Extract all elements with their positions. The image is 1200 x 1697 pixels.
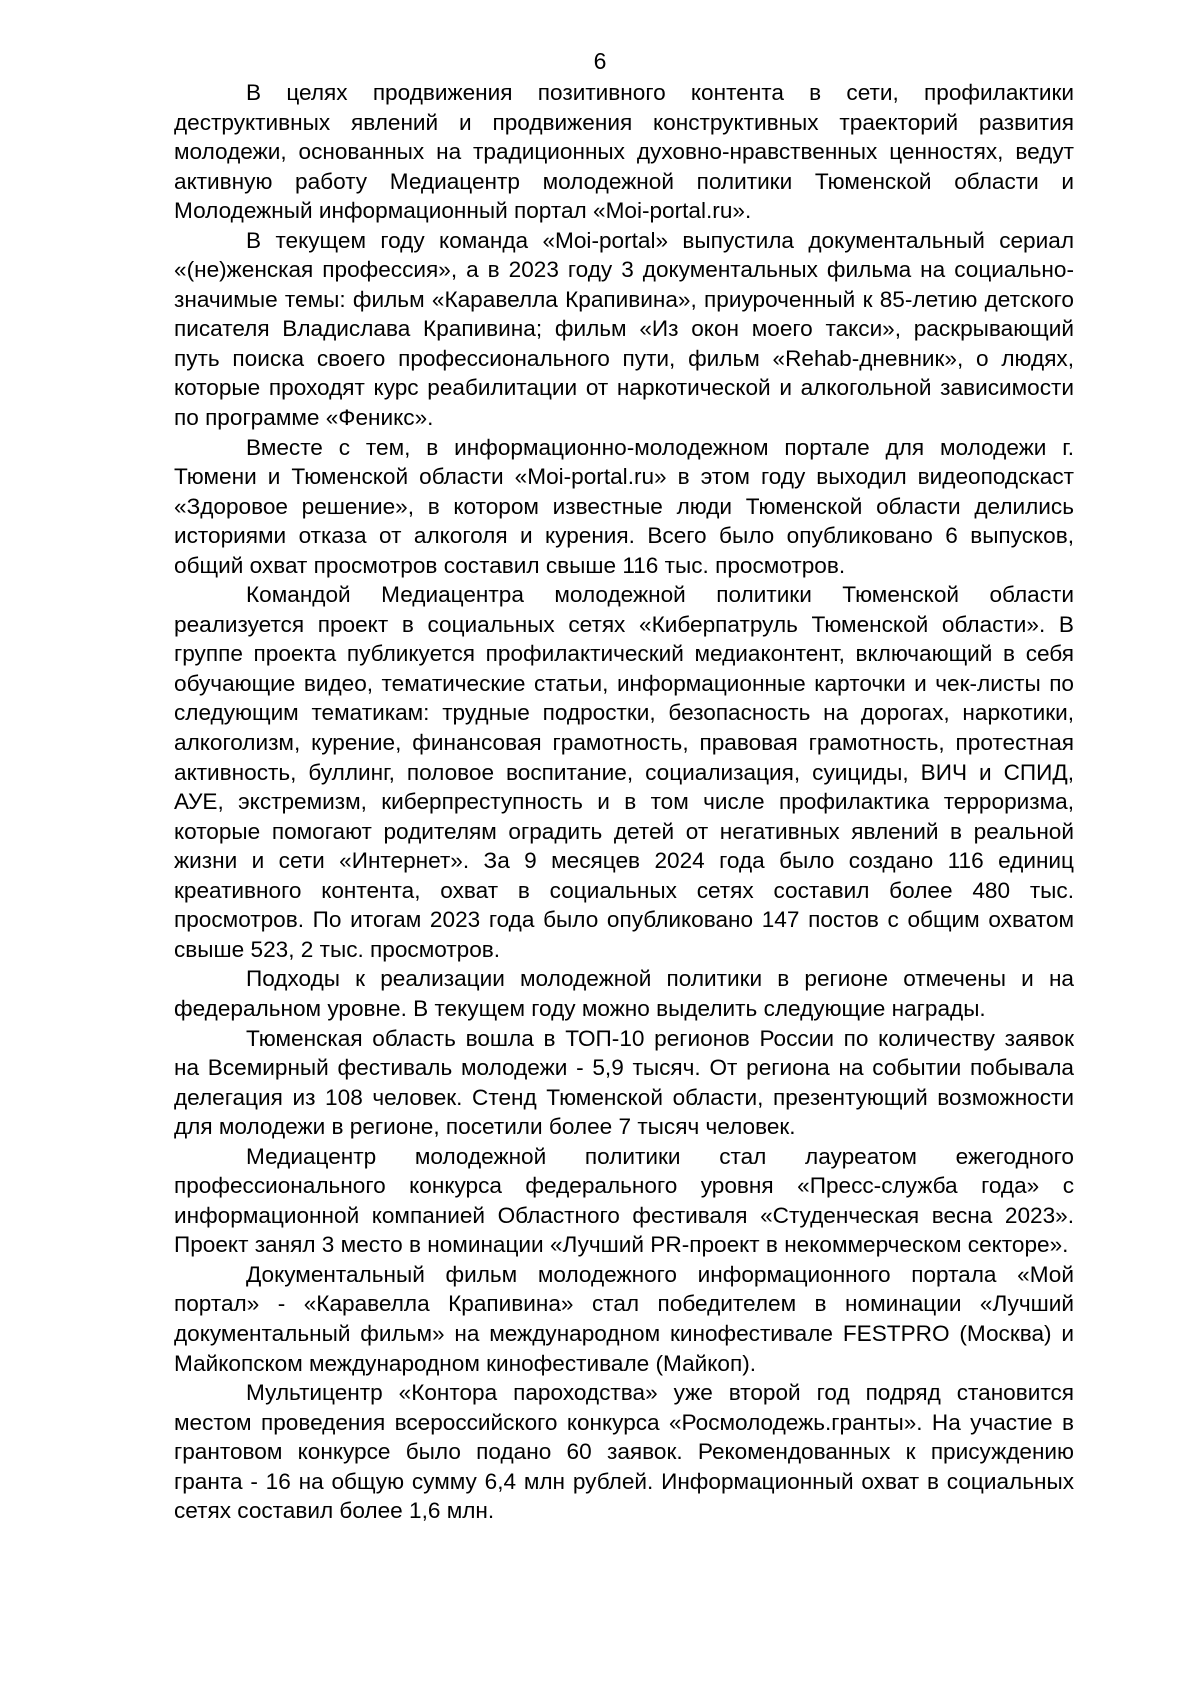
- paragraph-media-center: В целях продвижения позитивного контента в сети, профилактики деструктивных явлений и продвижения конструктивных траекторий развития молодежи, основанных на традиционных духовно-нравственных ценностях, ведут активную работу Медиацентр молодежной политики Тюменской области и Молодежный информационный портал «Moi-portal.ru».: [174, 80, 1074, 224]
- paragraph-world-youth-festival: Тюменская область вошла в ТОП-10 регионов России по количеству заявок на Всемирный фестиваль молодежи - 5,9 тысяч. От региона на событии побывала делегация из 108 человек. Стенд Тюменской области, презентующий возможности для молодежи в регионе, посетили более 7 тысяч человек.: [174, 1025, 1074, 1140]
- page-number: 6: [593, 48, 607, 74]
- paragraph-festpro-award: Документальный фильм молодежного информационного портала «Мой портал» - «Каравелла Крапивина» стал победителем в номинации «Лучший документальный фильм» на международном кинофестивале FESTPRO (Москва) и Майкопском международном кинофестивале (Майкоп).: [174, 1261, 1074, 1376]
- paragraph-press-service-award: Медиацентр молодежной политики стал лауреатом ежегодного профессионального конкурса федерального уровня «Пресс-служба года» с информационной компанией Областного фестиваля «Студенческая весна 2023». Проект занял 3 место в номинации «Лучший PR-проект в некоммерческом секторе».: [174, 1143, 1074, 1258]
- paragraph-federal-recognition: Подходы к реализации молодежной политики в регионе отмечены и на федеральном уровне. В текущем году можно выделить следующие награды.: [174, 966, 1074, 1021]
- paragraph-documentary-films: В текущем году команда «Moi-portal» выпустила документальный сериал «(не)женская профессия», а в 2023 году 3 документальных фильма на социально-значимые темы: фильм «Каравелла Крапивина», приуроченный к 85-летию детского писателя Владислава Крапивина; фильм «Из окон моего такси», раскрывающий путь поиска своего профессионального пути, фильм «Rehab-дневник», о людях, которые проходят курс реабилитации от наркотической и алкогольной зависимости по программе «Феникс».: [174, 227, 1074, 431]
- paragraph-cyber-patrol: Командой Медиацентра молодежной политики Тюменской области реализуется проект в социальных сетях «Киберпатруль Тюменской области». В группе проекта публикуется профилактический медиаконтент, включающий в себя обучающие видео, тематические статьи, информационные карточки и чек-листы по следующим тематикам: трудные подростки, безопасность на дорогах, наркотики, алкоголизм, курение, финансовая грамотность, правовая грамотность, протестная активность, буллинг, половое воспитание, социализация, суициды, ВИЧ и СПИД, АУЕ, экстремизм, киберпреступность и в том числе профилактика терроризма, которые помогают родителям оградить детей от негативных явлений в реальной жизни и сети «Интернет». За 9 месяцев 2024 года было создано 116 единиц креативного контента, охват в социальных сетях составил более 480 тыс. просмотров. По итогам 2023 года было опубликовано 147 постов с общим охватом свыше 523, 2 тыс. просмотров.: [174, 582, 1074, 962]
- document-body: [174, 78, 1074, 1526]
- paragraph-grants-contest: Мультицентр «Контора пароходства» уже второй год подряд становится местом проведения всероссийского конкурса «Росмолодежь.гранты». На участие в грантовом конкурсе было подано 60 заявок. Рекомендованных к присуждению гранта - 16 на общую сумму 6,4 млн рублей. Информационный охват в социальных сетях составил более 1,6 млн.: [174, 1380, 1074, 1524]
- paragraph-video-podcast: Вместе с тем, в информационно-молодежном портале для молодежи г. Тюмени и Тюменской области «Moi-portal.ru» в этом году выходил видеоподскаст «Здоровое решение», в котором известные люди Тюменской области делились историями отказа от алкоголя и курения. Всего было опубликовано 6 выпусков, общий охват просмотров составил свыше 116 тыс. просмотров.: [174, 434, 1074, 578]
